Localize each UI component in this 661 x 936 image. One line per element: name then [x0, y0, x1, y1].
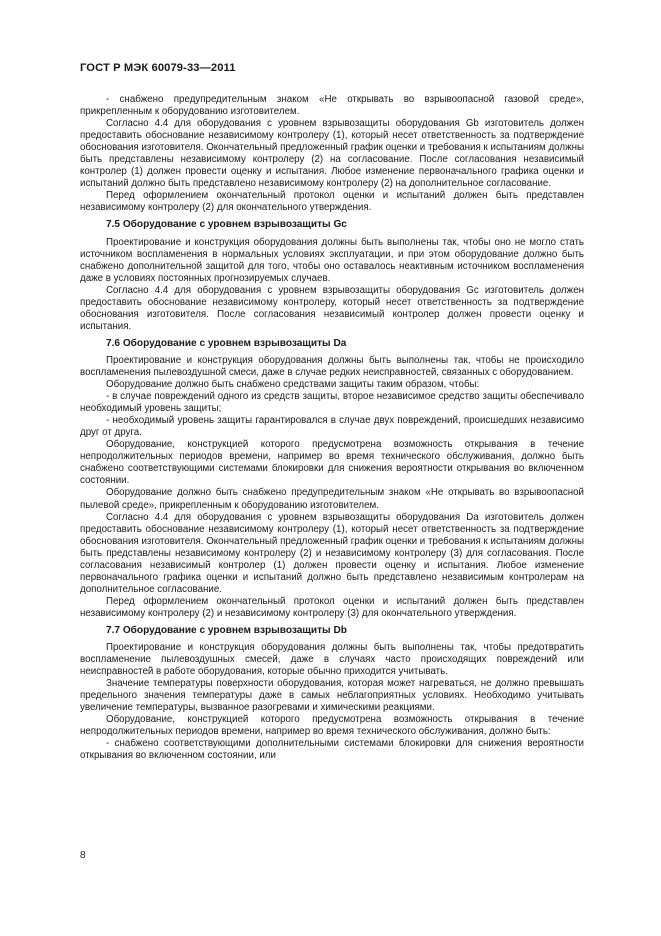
paragraph: Проектирование и конструкция оборудования должны быть выполнены так, чтобы оно не могло стать источником воспламенения в нормальных условиях эксплуатации, и при этом оборудование должно быть снабжено дополнительной защитой для того, чтобы оно оставалось неактивным источником воспламенения даже в условиях постоянных прогнозируемых случаев.: [80, 236, 584, 284]
list-item: - в случае повреждений одного из средств защиты, второе независимое средство защиты обеспечивало необходимый уровень защиты;: [80, 391, 584, 415]
paragraph: Оборудование должно быть снабжено средствами защиты таким образом, чтобы:: [106, 379, 480, 391]
paragraph: Оборудование, конструкцией которого предусмотрена возможность открывания в течение непродолжительных периодов времени, например во время технического обслуживания, должно быть снабжено соответствующими системами блокировки для снижения вероятности открывания во включенном состоянии.: [80, 439, 584, 487]
paragraph: Оборудование должно быть снабжено предупредительным знаком «Не открывать во взрывоопасной пылевой среде», прикрепленным к оборудованию изготовителем.: [80, 487, 584, 511]
list-item: - снабжено соответствующими дополнительными системами блокировки для снижения вероятности открывания во включенном состоянии, или: [80, 738, 584, 762]
paragraph: Согласно 4.4 для оборудования с уровнем взрывозащиты оборудования Da изготовитель должен предоставить обоснование независимому контролеру (1), который несет ответственность за подтверждение обоснования изготовителя. Окончательный предложенный график оценки и требования к испытаниям должны быть представлены независимому контролеру (2) и независимому контролеру (3) для согласования. После согласования независимый контролер (1) должен провести оценку и испытания. Любое изменение первоначального графика оценки и испытаний должно быть представлено независимым контролерам на дополнительное согласование.: [80, 511, 584, 595]
paragraph: Перед оформлением окончательный протокол оценки и испытаний должен быть представлен независимому контролеру (2) и независимому контролеру (3) для окончательного утверждения.: [80, 595, 584, 619]
paragraph: Согласно 4.4 для оборудования с уровнем взрывозащиты оборудования Gc изготовитель должен предоставить обоснование независимому контролеру, который несет ответственность за подтверждение обоснования изготовителя. После согласования независимый контролер должен провести оценку и испытания.: [80, 284, 584, 332]
page-number: 8: [80, 850, 86, 861]
paragraph: - снабжено предупредительным знаком «Не открывать во взрывоопасной газовой среде», прикрепленным к оборудованию изготовителем.: [80, 94, 584, 118]
paragraph: Перед оформлением окончательный протокол оценки и испытаний должен быть представлен независимому контролеру (2) для окончательного утверждения.: [80, 190, 584, 214]
paragraph: Согласно 4.4 для оборудования с уровнем взрывозащиты оборудования Gb изготовитель должен предоставить обоснование независимому контролеру (1), который несет ответственность за подтверждение обоснования изготовителя. Окончательный предложенный график оценки и требования к испытаниям должны быть представлены независимому контролеру (2) на согласование. После согласования независимый контролер (1) должен провести оценку и испытания. Любое изменение первоначального графика оценки и испытаний должно быть представлено независимому контролеру (2) на дополнительное согласование.: [80, 118, 584, 190]
list-item: - необходимый уровень защиты гарантировался в случае двух повреждений, происшедших независимо друг от друга.: [80, 415, 584, 439]
section-heading-7-5: 7.5 Оборудование с уровнем взрывозащиты Gc: [106, 219, 347, 231]
document-header: ГОСТ Р МЭК 60079-33—2011: [80, 62, 236, 74]
paragraph: Значение температуры поверхности оборудования, которая может нагреваться, не должно превышать предельного значения температуры даже в самых неблагоприятных условиях. Необходимо учитывать увеличение температуры, вызванное разогревами и химическими реакциями.: [80, 678, 584, 714]
section-heading-7-7: 7.7 Оборудование с уровнем взрывозащиты Db: [106, 624, 347, 636]
paragraph: Проектирование и конструкция оборудования должны быть выполнены так, чтобы предотвратить воспламенение пылевоздушных смесей, даже в случаях часто происходящих повреждений или неисправностей в работе оборудования, которые обычно приходится учитывать.: [80, 642, 584, 678]
section-heading-7-6: 7.6 Оборудование с уровнем взрывозащиты Da: [106, 337, 347, 349]
document-body: [80, 94, 584, 762]
paragraph: Оборудование, конструкцией которого предусмотрена возможность открывания в течение непродолжительных периодов времени, например во время технического обслуживания, должно быть:: [80, 714, 584, 738]
paragraph: Проектирование и конструкция оборудования должны быть выполнены так, чтобы не происходило воспламенения пылевоздушной смеси, даже в случае редких неисправностей, связанных с оборудованием.: [80, 354, 584, 378]
